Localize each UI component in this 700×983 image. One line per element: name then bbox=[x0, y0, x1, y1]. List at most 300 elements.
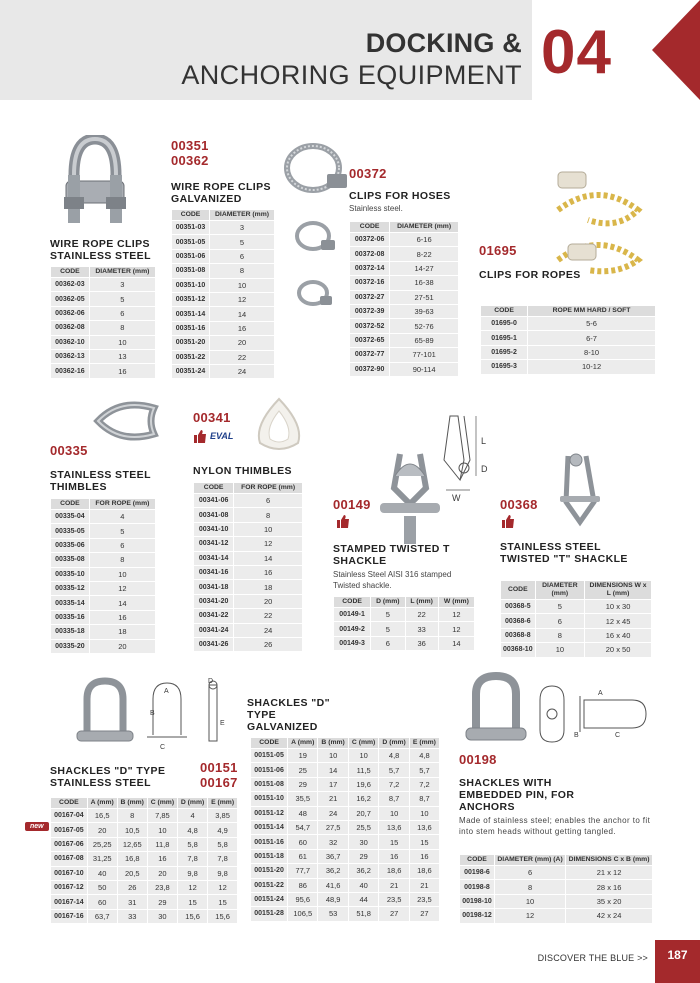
value-cell: 63,7 bbox=[88, 910, 117, 923]
product-code-cell: 00372-16 bbox=[350, 276, 389, 289]
value-cell: 16 bbox=[90, 364, 155, 377]
product-code-cell: 00341-18 bbox=[194, 580, 233, 593]
value-cell: 21 x 12 bbox=[566, 866, 652, 879]
dim-label: D bbox=[208, 678, 214, 685]
value-cell: 8,7 bbox=[379, 792, 409, 805]
table-row bbox=[51, 881, 237, 894]
table-row bbox=[194, 624, 302, 637]
value-cell: 16 x 40 bbox=[585, 629, 651, 642]
page-number: 187 bbox=[655, 940, 700, 983]
product-code-cell: 00335-06 bbox=[51, 539, 89, 552]
product-code-cell: 01695-0 bbox=[481, 317, 527, 330]
product-code: 00149 bbox=[333, 497, 371, 512]
product-code-cell: 00151-20 bbox=[251, 864, 287, 877]
product-title: STAINLESS STEEL THIMBLES bbox=[50, 469, 151, 493]
value-cell: 90-114 bbox=[390, 363, 458, 376]
table-row bbox=[501, 629, 651, 642]
footer-tagline: DISCOVER THE BLUE >> bbox=[537, 953, 648, 963]
column-header: DIAMETER (mm) bbox=[536, 581, 585, 599]
table-row bbox=[460, 895, 652, 908]
value-cell: 86 bbox=[288, 879, 317, 892]
value-cell: 48 bbox=[288, 807, 317, 820]
product-code-cell: 00151-16 bbox=[251, 835, 287, 848]
table-00198 bbox=[459, 854, 653, 924]
value-cell: 12 bbox=[234, 537, 302, 550]
value-cell: 25,5 bbox=[349, 821, 379, 834]
value-cell: 16 bbox=[148, 852, 177, 865]
value-cell: 8 bbox=[90, 553, 155, 566]
table-row bbox=[251, 821, 439, 834]
table-00335 bbox=[50, 498, 156, 654]
product-code-cell: 00362-16 bbox=[51, 364, 89, 377]
table-00351 bbox=[171, 209, 275, 379]
value-cell: 7,2 bbox=[410, 778, 439, 791]
value-cell: 28 x 16 bbox=[566, 880, 652, 893]
value-cell: 21 bbox=[379, 879, 409, 892]
table-row bbox=[51, 895, 237, 908]
product-code: 00341 bbox=[193, 410, 231, 425]
table-row bbox=[51, 292, 155, 305]
table-row bbox=[501, 614, 651, 627]
table-row bbox=[172, 264, 274, 277]
product-code-cell: 00167-06 bbox=[51, 838, 87, 851]
product-code-cell: 00341-16 bbox=[194, 566, 233, 579]
value-cell: 15 bbox=[208, 895, 237, 908]
table-row bbox=[251, 763, 439, 776]
dim-label: A bbox=[164, 688, 169, 695]
product-code-cell: 00351-24 bbox=[172, 365, 209, 378]
value-cell: 6 bbox=[495, 866, 565, 879]
value-cell: 23,5 bbox=[410, 893, 439, 906]
table-row bbox=[350, 247, 458, 260]
value-cell: 27-51 bbox=[390, 291, 458, 304]
value-cell: 13 bbox=[90, 350, 155, 363]
table-row bbox=[251, 835, 439, 848]
column-header: A (mm) bbox=[88, 798, 117, 808]
value-cell: 20,7 bbox=[349, 807, 379, 820]
product-code-cell: 00335-04 bbox=[51, 510, 89, 523]
column-header: CODE bbox=[481, 306, 527, 316]
value-cell: 19,6 bbox=[349, 778, 379, 791]
value-cell: 16,2 bbox=[349, 792, 379, 805]
table-row bbox=[51, 524, 155, 537]
product-code-cell: 00149-2 bbox=[334, 622, 370, 635]
value-cell: 27 bbox=[410, 907, 439, 920]
product-code: 00368 bbox=[500, 497, 538, 512]
product-code: 00335 bbox=[50, 443, 88, 458]
product-code-cell: 00167-04 bbox=[51, 809, 87, 822]
value-cell: 7,8 bbox=[178, 852, 207, 865]
table-row bbox=[51, 278, 155, 291]
value-cell: 16,8 bbox=[118, 852, 147, 865]
value-cell: 4 bbox=[178, 809, 207, 822]
chapter-number: 04 bbox=[541, 18, 612, 87]
table-row bbox=[350, 291, 458, 304]
value-cell: 12 bbox=[495, 909, 565, 922]
product-code-cell: 00341-24 bbox=[194, 624, 233, 637]
product-code-cell: 00341-20 bbox=[194, 595, 233, 608]
table-row bbox=[350, 348, 458, 361]
value-cell: 5,7 bbox=[379, 763, 409, 776]
product-code-cell: 00198-6 bbox=[460, 866, 494, 879]
value-cell: 16-38 bbox=[390, 276, 458, 289]
table-row bbox=[172, 365, 274, 378]
product-description: Stainless Steel AISI 316 stamped Twisted shackle. bbox=[333, 570, 452, 590]
value-cell: 52-76 bbox=[390, 319, 458, 332]
table-row bbox=[350, 262, 458, 275]
dim-label: B bbox=[574, 732, 579, 739]
table-row bbox=[194, 552, 302, 565]
table-row bbox=[460, 909, 652, 922]
product-code-cell: 00372-14 bbox=[350, 262, 389, 275]
table-row bbox=[251, 778, 439, 791]
column-header: B (mm) bbox=[118, 798, 147, 808]
table-00149 bbox=[333, 596, 475, 651]
product-code-cell: 00335-14 bbox=[51, 596, 89, 609]
product-description: Stainless steel. bbox=[349, 204, 403, 213]
value-cell: 33 bbox=[118, 910, 147, 923]
value-cell: 20 x 50 bbox=[585, 643, 651, 656]
value-cell: 6 bbox=[371, 637, 404, 650]
table-00151 bbox=[250, 737, 440, 922]
value-cell: 36,2 bbox=[318, 864, 348, 877]
product-code-cell: 00372-08 bbox=[350, 247, 389, 260]
value-cell: 10-12 bbox=[528, 360, 655, 373]
value-cell: 8,7 bbox=[410, 792, 439, 805]
dim-label: W bbox=[452, 493, 461, 503]
table-row bbox=[51, 350, 155, 363]
table-row bbox=[51, 809, 237, 822]
column-header: DIMENSIONS C x B (mm) bbox=[566, 855, 652, 865]
product-code-cell: 00341-12 bbox=[194, 537, 233, 550]
column-header: DIMENSIONS W x L (mm) bbox=[585, 581, 651, 599]
column-header: DIAMETER (mm) bbox=[90, 267, 155, 277]
value-cell: 18 bbox=[234, 580, 302, 593]
product-title: CLIPS FOR ROPES bbox=[479, 269, 581, 281]
value-cell: 21 bbox=[410, 879, 439, 892]
value-cell: 4 bbox=[90, 510, 155, 523]
table-row bbox=[460, 866, 652, 879]
column-header: D (mm) bbox=[379, 738, 409, 748]
table-row bbox=[172, 322, 274, 335]
table-row bbox=[501, 600, 651, 613]
value-cell: 60 bbox=[288, 835, 317, 848]
table-row bbox=[481, 346, 655, 359]
product-code-cell: 00341-06 bbox=[194, 494, 233, 507]
product-title: NYLON THIMBLES bbox=[193, 465, 292, 477]
table-row bbox=[350, 363, 458, 376]
table-row bbox=[194, 595, 302, 608]
table-00368 bbox=[500, 580, 652, 658]
value-cell: 40 bbox=[349, 879, 379, 892]
product-code-cell: 00368-5 bbox=[501, 600, 535, 613]
value-cell: 13,6 bbox=[379, 821, 409, 834]
d-shackle-diagram bbox=[145, 677, 235, 757]
table-row bbox=[51, 553, 155, 566]
value-cell: 16 bbox=[210, 322, 274, 335]
value-cell: 19 bbox=[288, 749, 317, 762]
product-code-cell: 00151-14 bbox=[251, 821, 287, 834]
value-cell: 5,8 bbox=[208, 838, 237, 851]
table-row bbox=[51, 823, 237, 836]
product-code-cell: 00335-12 bbox=[51, 582, 89, 595]
table-row bbox=[194, 494, 302, 507]
product-code-cell: 00351-12 bbox=[172, 293, 209, 306]
value-cell: 15 bbox=[410, 835, 439, 848]
product-code-cell: 00167-12 bbox=[51, 881, 87, 894]
product-code-cell: 00335-05 bbox=[51, 524, 89, 537]
column-header: D (mm) bbox=[178, 798, 207, 808]
table-row bbox=[460, 880, 652, 893]
value-cell: 29 bbox=[288, 778, 317, 791]
hose-clip-image bbox=[295, 277, 335, 309]
product-code: 00198 bbox=[459, 752, 497, 767]
value-cell: 4,9 bbox=[208, 823, 237, 836]
value-cell: 10 bbox=[148, 823, 177, 836]
value-cell: 24 bbox=[210, 365, 274, 378]
value-cell: 11,5 bbox=[349, 763, 379, 776]
value-cell: 6-7 bbox=[528, 331, 655, 344]
value-cell: 15 bbox=[178, 895, 207, 908]
value-cell: 16 bbox=[379, 850, 409, 863]
value-cell: 5-6 bbox=[528, 317, 655, 330]
product-code-cell: 00362-13 bbox=[51, 350, 89, 363]
table-row bbox=[194, 537, 302, 550]
value-cell: 15,6 bbox=[178, 910, 207, 923]
value-cell: 9,8 bbox=[208, 867, 237, 880]
product-code-cell: 00151-08 bbox=[251, 778, 287, 791]
value-cell: 16,5 bbox=[88, 809, 117, 822]
value-cell: 5 bbox=[371, 622, 404, 635]
value-cell: 10 bbox=[90, 336, 155, 349]
value-cell: 22 bbox=[234, 609, 302, 622]
value-cell: 40 bbox=[88, 867, 117, 880]
value-cell: 25,25 bbox=[88, 838, 117, 851]
product-code: 00167 bbox=[200, 775, 238, 790]
twisted-shackle-image bbox=[556, 452, 604, 532]
column-header: FOR ROPE (mm) bbox=[234, 483, 302, 493]
value-cell: 18,6 bbox=[410, 864, 439, 877]
dim-label: A bbox=[598, 690, 603, 697]
hose-clip-image bbox=[283, 138, 351, 198]
column-header: C (mm) bbox=[148, 798, 177, 808]
value-cell: 8 bbox=[118, 809, 147, 822]
table-01695 bbox=[480, 305, 656, 375]
table-row bbox=[172, 221, 274, 234]
product-code-cell: 00351-08 bbox=[172, 264, 209, 277]
value-cell: 3 bbox=[90, 278, 155, 291]
hose-clip-image bbox=[293, 218, 337, 254]
table-row bbox=[251, 850, 439, 863]
value-cell: 16 bbox=[90, 611, 155, 624]
value-cell: 106,5 bbox=[288, 907, 317, 920]
product-code-cell: 00372-52 bbox=[350, 319, 389, 332]
value-cell: 5,8 bbox=[178, 838, 207, 851]
embedded-pin-shackle-image bbox=[464, 670, 528, 750]
column-header: E (mm) bbox=[410, 738, 439, 748]
product-code-cell: 00351-03 bbox=[172, 221, 209, 234]
table-row bbox=[172, 336, 274, 349]
wire-rope-clip-image bbox=[60, 135, 130, 230]
value-cell: 22 bbox=[210, 351, 274, 364]
table-00167 bbox=[50, 797, 238, 924]
value-cell: 6-16 bbox=[390, 233, 458, 246]
table-row bbox=[251, 749, 439, 762]
value-cell: 53 bbox=[318, 907, 348, 920]
value-cell: 60 bbox=[88, 895, 117, 908]
value-cell: 10 bbox=[410, 807, 439, 820]
value-cell: 6 bbox=[90, 307, 155, 320]
table-row bbox=[51, 321, 155, 334]
value-cell: 10 bbox=[234, 523, 302, 536]
column-header: CODE bbox=[350, 222, 389, 232]
product-title: SHACKLES "D" TYPE STAINLESS STEEL bbox=[50, 765, 166, 789]
table-row bbox=[172, 351, 274, 364]
product-title: STAINLESS STEEL TWISTED "T" SHACKLE bbox=[500, 541, 628, 565]
value-cell: 51,8 bbox=[349, 907, 379, 920]
product-code: 00351 bbox=[171, 138, 209, 153]
value-cell: 22 bbox=[406, 608, 438, 621]
table-row bbox=[334, 622, 474, 635]
value-cell: 5 bbox=[90, 524, 155, 537]
value-cell: 14 bbox=[90, 596, 155, 609]
value-cell: 10 bbox=[495, 895, 565, 908]
d-shackle-image bbox=[75, 675, 135, 755]
table-row bbox=[334, 608, 474, 621]
value-cell: 6 bbox=[234, 494, 302, 507]
value-cell: 8-22 bbox=[390, 247, 458, 260]
value-cell: 9,8 bbox=[178, 867, 207, 880]
thumbs-up-icon bbox=[336, 515, 350, 528]
value-cell: 10 bbox=[379, 807, 409, 820]
product-code-cell: 00151-12 bbox=[251, 807, 287, 820]
product-code-cell: 00341-22 bbox=[194, 609, 233, 622]
value-cell: 8 bbox=[536, 629, 585, 642]
value-cell: 61 bbox=[288, 850, 317, 863]
product-code-cell: 00167-05 bbox=[51, 823, 87, 836]
value-cell: 13,6 bbox=[410, 821, 439, 834]
value-cell: 24 bbox=[318, 807, 348, 820]
column-header: CODE bbox=[251, 738, 287, 748]
product-code-cell: 00351-10 bbox=[172, 279, 209, 292]
product-code-cell: 00372-90 bbox=[350, 363, 389, 376]
product-code: 01695 bbox=[479, 243, 517, 258]
value-cell: 12 x 45 bbox=[585, 614, 651, 627]
value-cell: 23,8 bbox=[148, 881, 177, 894]
value-cell: 20,5 bbox=[118, 867, 147, 880]
table-row bbox=[481, 331, 655, 344]
value-cell: 14-27 bbox=[390, 262, 458, 275]
column-header: E (mm) bbox=[208, 798, 237, 808]
product-code-cell: 00351-16 bbox=[172, 322, 209, 335]
value-cell: 29 bbox=[148, 895, 177, 908]
table-row bbox=[51, 867, 237, 880]
table-row bbox=[51, 307, 155, 320]
page-title-bold: DOCKING & bbox=[365, 28, 522, 58]
table-row bbox=[251, 864, 439, 877]
product-code-cell: 00151-05 bbox=[251, 749, 287, 762]
product-code-cell: 00335-16 bbox=[51, 611, 89, 624]
product-code-cell: 00351-05 bbox=[172, 235, 209, 248]
product-code-cell: 00341-10 bbox=[194, 523, 233, 536]
table-row bbox=[194, 508, 302, 521]
column-header: L (mm) bbox=[406, 597, 438, 607]
value-cell: 54,7 bbox=[288, 821, 317, 834]
product-code-cell: 00335-08 bbox=[51, 553, 89, 566]
product-code-cell: 01695-1 bbox=[481, 331, 527, 344]
value-cell: 65-89 bbox=[390, 334, 458, 347]
value-cell: 5 bbox=[536, 600, 585, 613]
column-header: CODE bbox=[172, 210, 209, 220]
value-cell: 20 bbox=[88, 823, 117, 836]
value-cell: 12 bbox=[210, 293, 274, 306]
product-title: WIRE ROPE CLIPS STAINLESS STEEL bbox=[50, 238, 151, 262]
product-code-cell: 00351-22 bbox=[172, 351, 209, 364]
column-header: CODE bbox=[51, 267, 89, 277]
column-header: CODE bbox=[51, 798, 87, 808]
column-header: C (mm) bbox=[349, 738, 379, 748]
product-code-cell: 00149-3 bbox=[334, 637, 370, 650]
value-cell: 10 x 30 bbox=[585, 600, 651, 613]
value-cell: 12 bbox=[439, 622, 474, 635]
table-row bbox=[51, 568, 155, 581]
table-row bbox=[51, 852, 237, 865]
product-code-cell: 00167-14 bbox=[51, 895, 87, 908]
thimble-image bbox=[90, 396, 160, 446]
value-cell: 33 bbox=[406, 622, 438, 635]
rope-clip-image bbox=[548, 170, 648, 280]
dim-label: C bbox=[160, 744, 166, 751]
value-cell: 12 bbox=[208, 881, 237, 894]
value-cell: 6 bbox=[90, 539, 155, 552]
table-row bbox=[51, 611, 155, 624]
value-cell: 23,5 bbox=[379, 893, 409, 906]
thumbs-up-icon bbox=[193, 430, 207, 443]
product-code-cell: 00351-20 bbox=[172, 336, 209, 349]
value-cell: 10 bbox=[318, 749, 348, 762]
product-code: 00362 bbox=[171, 153, 209, 168]
product-title: STAMPED TWISTED T SHACKLE bbox=[333, 543, 450, 567]
product-code-cell: 00341-14 bbox=[194, 552, 233, 565]
product-title: CLIPS FOR HOSES bbox=[349, 190, 451, 202]
dim-label: C bbox=[615, 732, 621, 739]
table-row bbox=[251, 893, 439, 906]
table-row bbox=[350, 233, 458, 246]
value-cell: 16 bbox=[410, 850, 439, 863]
column-header: D (mm) bbox=[371, 597, 404, 607]
value-cell: 16 bbox=[234, 566, 302, 579]
column-header: CODE bbox=[334, 597, 370, 607]
table-row bbox=[51, 364, 155, 377]
product-code-cell: 00362-03 bbox=[51, 278, 89, 291]
value-cell: 5,7 bbox=[410, 763, 439, 776]
value-cell: 18,6 bbox=[379, 864, 409, 877]
column-header: DIAMETER (mm) bbox=[390, 222, 458, 232]
product-code-cell: 00151-22 bbox=[251, 879, 287, 892]
value-cell: 4,8 bbox=[410, 749, 439, 762]
table-row bbox=[51, 582, 155, 595]
value-cell: 14 bbox=[210, 307, 274, 320]
product-code-cell: 00198-10 bbox=[460, 895, 494, 908]
product-code-cell: 00335-10 bbox=[51, 568, 89, 581]
column-header: CODE bbox=[501, 581, 535, 599]
table-row bbox=[51, 838, 237, 851]
value-cell: 27 bbox=[379, 907, 409, 920]
column-header: CODE bbox=[194, 483, 233, 493]
product-code-cell: 00151-28 bbox=[251, 907, 287, 920]
table-row bbox=[51, 625, 155, 638]
product-code-cell: 00351-06 bbox=[172, 250, 209, 263]
